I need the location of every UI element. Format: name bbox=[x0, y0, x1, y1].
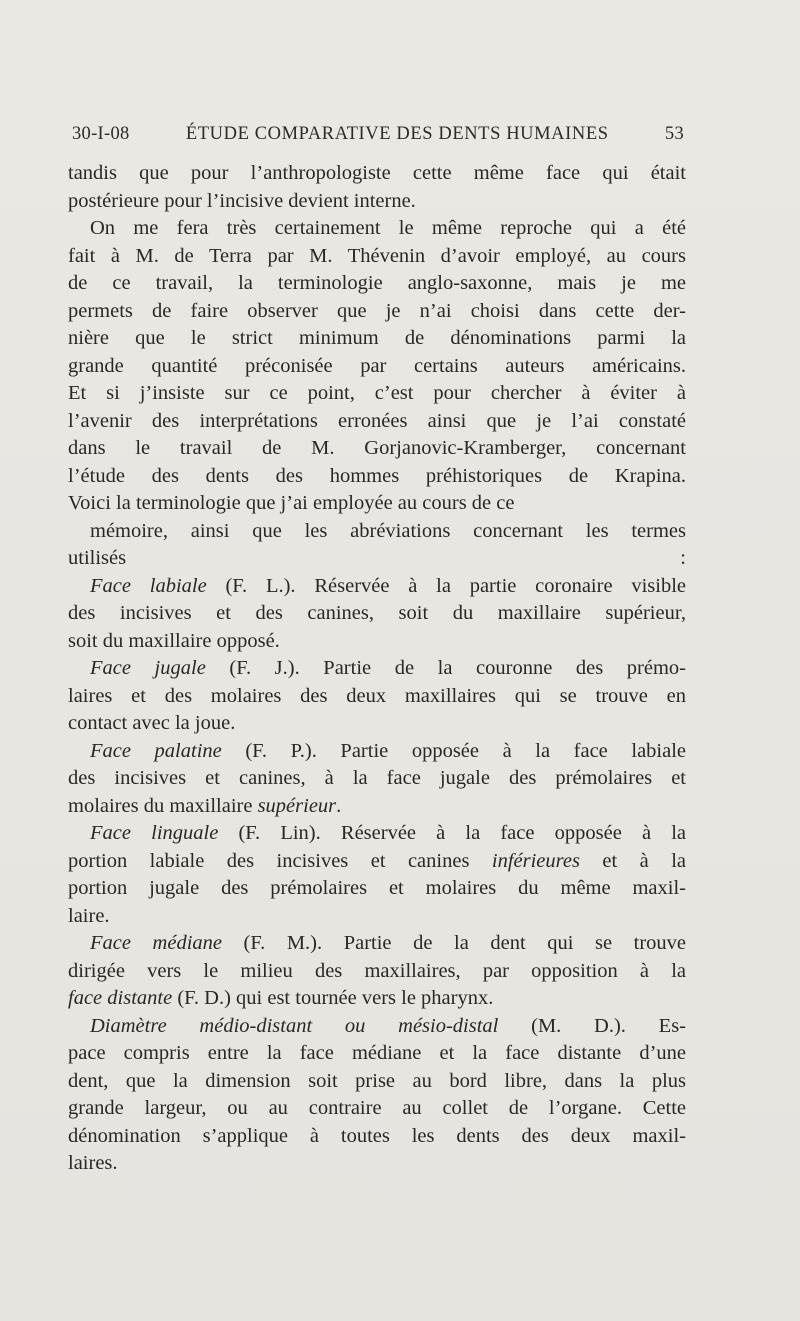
body-text bbox=[68, 160, 686, 1178]
running-header bbox=[72, 124, 684, 145]
header-title: ÉTUDE COMPARATIVE DES DENTS HUMAINES bbox=[185, 124, 609, 144]
term: Face labiale bbox=[90, 574, 207, 597]
header-date: 30-I-08 bbox=[72, 124, 130, 144]
definition-face-linguale: Face linguale (F. Lin). Réservée à la face opposée à la portion labiale des incisives et canines inférieures et à la portion jugale des prémolaires et molaires du même maxil- laire. bbox=[68, 822, 687, 927]
paragraph: On me fera très certainement le même reproche qui a été fait à M. de Terra par M. Thévenin d’avoir employé, au cours de ce travail, la terminologie anglo-saxonne, mais je me permets de faire observer que je n’ai choisi dans cette der- nière que le strict minimum de dénominations parmi la grande quantité préconisée par certains auteurs américains. Et si j’insiste sur ce point, c’est pour chercher à éviter à l’avenir des interprétations erronées ainsi que je l’ai constaté dans le travail de M. Gorjanovic-Kramberger, concernant l’étude des dents des hommes préhistoriques de Krapina. Voici la terminologie que j’ai employée au cours de ce bbox=[68, 217, 686, 514]
definition-face-palatine: Face palatine (F. P.). Partie opposée à la face labiale des incisives et canines, à la face jugale des prémolaires et molaires du maxillaire supérieur. bbox=[68, 739, 687, 817]
definition-diametre: Diamètre médio-distant ou mésio-distal (M. D.). Es- pace compris entre la face médiane et la face distante d’une dent, que la dimension soit prise au bord libre, dans la plus grande largeur, ou au contraire au collet de l’organe. Cette dénomination s’applique à toutes les dents des deux maxil- laires. bbox=[68, 1014, 687, 1174]
term: Face jugale bbox=[90, 657, 206, 679]
term: Face linguale bbox=[90, 822, 219, 844]
page-number: 53 bbox=[664, 124, 684, 144]
term: Face palatine bbox=[90, 739, 222, 762]
definition-face-labiale: Face labiale (F. L.). Réservée à la partie coronaire visible des incisives et des canines, soit du maxillaire supérieur, soit du maxillaire opposé. bbox=[68, 574, 686, 652]
paragraph: tandis que pour l’anthropologiste cette même face qui était postérieure pour l’incisive devient interne. bbox=[68, 162, 686, 212]
paragraph: mémoire, ainsi que les abréviations concernant les termes utilisés : bbox=[68, 519, 686, 569]
term: Diamètre médio-distant ou mésio-distal bbox=[90, 1014, 499, 1037]
definition-face-mediane: Face médiane (F. M.). Partie de la dent qui se trouve dirigée vers le milieu des maxillaires, par opposition à la face distante (F. D.) qui est tournée vers le pharynx. bbox=[68, 932, 686, 1009]
definition-face-jugale: Face jugale (F. J.). Partie de la couronne des prémo- laires et des molaires des deux maxillaires qui se trouve en contact avec la joue. bbox=[68, 657, 686, 734]
term: Face médiane bbox=[90, 932, 222, 954]
